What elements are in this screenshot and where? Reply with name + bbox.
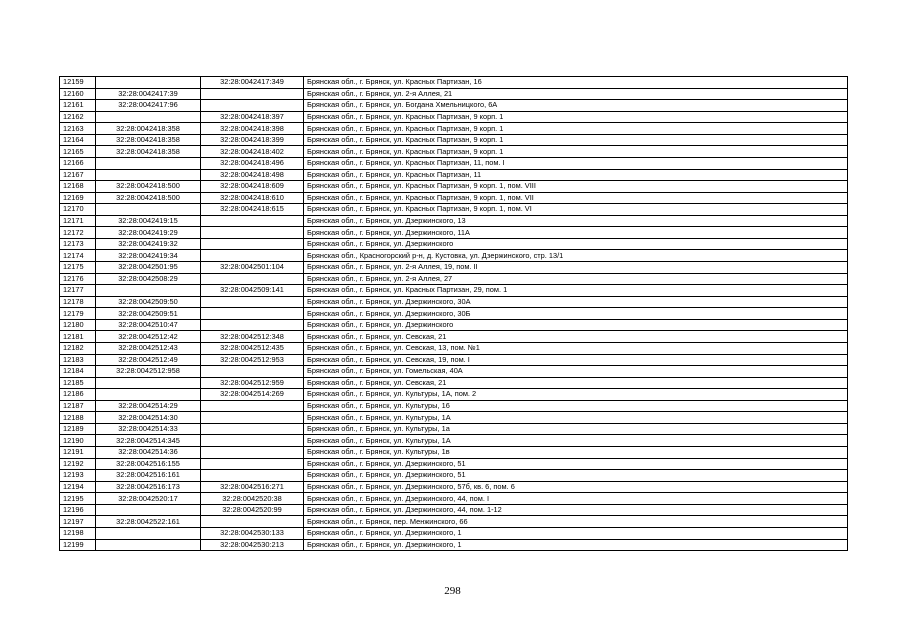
row-number-cell: 12184 [60,366,96,378]
object-cadastral-number-cell: 32:28:0042418:496 [201,157,304,169]
cadastral-number-cell: 32:28:0042418:358 [96,123,201,135]
row-number-cell: 12164 [60,134,96,146]
row-number-cell: 12185 [60,377,96,389]
row-number-cell: 12193 [60,470,96,482]
table-row [60,308,848,320]
cadastral-number-cell: 32:28:0042514:345 [96,435,201,447]
object-cadastral-number-cell [201,227,304,239]
row-number-cell: 12177 [60,285,96,297]
table-row [60,366,848,378]
row-number-cell: 12199 [60,539,96,551]
object-cadastral-number-cell [201,238,304,250]
object-cadastral-number-cell [201,366,304,378]
address-cell: Брянская обл., г. Брянск, ул. Красных Партизан, 9 корп. 1, пом. VII [304,192,848,204]
cadastral-number-cell: 32:28:0042509:50 [96,296,201,308]
table-row [60,111,848,123]
cadastral-number-cell: 32:28:0042419:34 [96,250,201,262]
cadastral-number-cell: 32:28:0042419:15 [96,215,201,227]
address-cell: Брянская обл., г. Брянск, ул. Гомельская, 40А [304,366,848,378]
row-number-cell: 12160 [60,88,96,100]
object-cadastral-number-cell [201,100,304,112]
cadastral-number-cell [96,204,201,216]
cadastral-number-cell [96,111,201,123]
object-cadastral-number-cell: 32:28:0042516:271 [201,481,304,493]
table-row [60,296,848,308]
registry-table [59,76,848,551]
cadastral-number-cell [96,157,201,169]
object-cadastral-number-cell: 32:28:0042530:213 [201,539,304,551]
address-cell: Брянская обл., г. Брянск, ул. Красных Партизан, 16 [304,77,848,89]
table-row [60,539,848,551]
cadastral-number-cell: 32:28:0042522:161 [96,516,201,528]
address-cell: Брянская обл., Красногорский р-н, д. Кустовка, ул. Дзержинского, стр. 13/1 [304,250,848,262]
table-row [60,342,848,354]
row-number-cell: 12194 [60,481,96,493]
address-cell: Брянская обл., г. Брянск, ул. Севская, 19, пом. I [304,354,848,366]
row-number-cell: 12182 [60,342,96,354]
row-number-cell: 12189 [60,423,96,435]
cadastral-number-cell: 32:28:0042501:95 [96,262,201,274]
cadastral-number-cell: 32:28:0042418:500 [96,192,201,204]
table-row [60,516,848,528]
row-number-cell: 12174 [60,250,96,262]
object-cadastral-number-cell: 32:28:0042418:398 [201,123,304,135]
address-cell: Брянская обл., г. Брянск, ул. Дзержинского, 44, пом. 1-12 [304,504,848,516]
address-cell: Брянская обл., г. Брянск, ул. Дзержинского, 1 [304,527,848,539]
cadastral-number-cell: 32:28:0042510:47 [96,319,201,331]
cadastral-number-cell [96,527,201,539]
table-row [60,493,848,505]
address-cell: Брянская обл., г. Брянск, ул. Дзержинского, 13 [304,215,848,227]
address-cell: Брянская обл., г. Брянск, ул. Красных Партизан, 29, пом. 1 [304,285,848,297]
address-cell: Брянская обл., г. Брянск, ул. Красных Партизан, 9 корп. 1 [304,111,848,123]
row-number-cell: 12198 [60,527,96,539]
cadastral-number-cell: 32:28:0042512:958 [96,366,201,378]
cadastral-number-cell: 32:28:0042509:51 [96,308,201,320]
address-cell: Брянская обл., г. Брянск, ул. Культуры, 1А, пом. 2 [304,389,848,401]
table-row [60,100,848,112]
object-cadastral-number-cell: 32:28:0042512:435 [201,342,304,354]
cadastral-number-cell: 32:28:0042418:358 [96,134,201,146]
cadastral-number-cell: 32:28:0042417:96 [96,100,201,112]
table-row [60,123,848,135]
address-cell: Брянская обл., г. Брянск, ул. Культуры, 1а [304,423,848,435]
row-number-cell: 12175 [60,262,96,274]
row-number-cell: 12169 [60,192,96,204]
cadastral-number-cell: 32:28:0042516:173 [96,481,201,493]
address-cell: Брянская обл., г. Брянск, ул. Красных Партизан, 9 корп. 1, пом. VIII [304,181,848,193]
object-cadastral-number-cell: 32:28:0042418:399 [201,134,304,146]
table-row [60,470,848,482]
address-cell: Брянская обл., г. Брянск, ул. Дзержинского, 44, пом. I [304,493,848,505]
table-row [60,169,848,181]
object-cadastral-number-cell: 32:28:0042509:141 [201,285,304,297]
cadastral-number-cell: 32:28:0042520:17 [96,493,201,505]
address-cell: Брянская обл., г. Брянск, ул. Красных Партизан, 11 [304,169,848,181]
row-number-cell: 12186 [60,389,96,401]
table-row [60,285,848,297]
table-row [60,250,848,262]
table-row [60,157,848,169]
object-cadastral-number-cell: 32:28:0042417:349 [201,77,304,89]
object-cadastral-number-cell: 32:28:0042418:609 [201,181,304,193]
address-cell: Брянская обл., г. Брянск, ул. Красных Партизан, 9 корп. 1 [304,123,848,135]
address-cell: Брянская обл., г. Брянск, ул. Красных Партизан, 11, пом. I [304,157,848,169]
object-cadastral-number-cell [201,412,304,424]
address-cell: Брянская обл., г. Брянск, ул. Севская, 21 [304,377,848,389]
table-row [60,377,848,389]
object-cadastral-number-cell [201,470,304,482]
row-number-cell: 12183 [60,354,96,366]
cadastral-number-cell: 32:28:0042512:42 [96,331,201,343]
address-cell: Брянская обл., г. Брянск, пер. Менжинского, 66 [304,516,848,528]
address-cell: Брянская обл., г. Брянск, ул. Дзержинского, 57б, кв. 6, пом. 6 [304,481,848,493]
table-row [60,389,848,401]
row-number-cell: 12172 [60,227,96,239]
object-cadastral-number-cell: 32:28:0042418:498 [201,169,304,181]
cadastral-number-cell: 32:28:0042514:36 [96,447,201,459]
address-cell: Брянская обл., г. Брянск, ул. 2-я Аллея, 27 [304,273,848,285]
address-cell: Брянская обл., г. Брянск, ул. Культуры, 1в [304,447,848,459]
registry-table-body [60,77,848,551]
object-cadastral-number-cell: 32:28:0042512:348 [201,331,304,343]
cadastral-number-cell [96,169,201,181]
address-cell: Брянская обл., г. Брянск, ул. Культуры, 1А [304,412,848,424]
table-row [60,354,848,366]
row-number-cell: 12181 [60,331,96,343]
cadastral-number-cell [96,539,201,551]
table-row [60,412,848,424]
table-row [60,331,848,343]
object-cadastral-number-cell [201,273,304,285]
row-number-cell: 12191 [60,447,96,459]
address-cell: Брянская обл., г. Брянск, ул. Дзержинского, 30Б [304,308,848,320]
object-cadastral-number-cell [201,250,304,262]
row-number-cell: 12192 [60,458,96,470]
address-cell: Брянская обл., г. Брянск, ул. 2-я Аллея, 19, пом. II [304,262,848,274]
object-cadastral-number-cell [201,435,304,447]
object-cadastral-number-cell [201,516,304,528]
table-row [60,215,848,227]
table-row [60,77,848,89]
object-cadastral-number-cell: 32:28:0042418:402 [201,146,304,158]
object-cadastral-number-cell: 32:28:0042418:610 [201,192,304,204]
table-row [60,423,848,435]
cadastral-number-cell: 32:28:0042508:29 [96,273,201,285]
object-cadastral-number-cell [201,215,304,227]
row-number-cell: 12166 [60,157,96,169]
object-cadastral-number-cell: 32:28:0042514:269 [201,389,304,401]
address-cell: Брянская обл., г. Брянск, ул. Красных Партизан, 9 корп. 1, пом. VI [304,204,848,216]
object-cadastral-number-cell [201,447,304,459]
row-number-cell: 12197 [60,516,96,528]
object-cadastral-number-cell [201,88,304,100]
table-row [60,527,848,539]
table-row [60,504,848,516]
row-number-cell: 12170 [60,204,96,216]
cadastral-number-cell [96,504,201,516]
address-cell: Брянская обл., г. Брянск, ул. Культуры, 1А [304,435,848,447]
object-cadastral-number-cell: 32:28:0042530:133 [201,527,304,539]
cadastral-number-cell [96,77,201,89]
page-number: 298 [444,585,461,597]
table-row [60,273,848,285]
table-row [60,238,848,250]
cadastral-number-cell: 32:28:0042516:161 [96,470,201,482]
address-cell: Брянская обл., г. Брянск, ул. Красных Партизан, 9 корп. 1 [304,134,848,146]
table-row [60,181,848,193]
row-number-cell: 12178 [60,296,96,308]
table-row [60,192,848,204]
row-number-cell: 12159 [60,77,96,89]
table-row [60,204,848,216]
table-row [60,227,848,239]
row-number-cell: 12173 [60,238,96,250]
row-number-cell: 12179 [60,308,96,320]
object-cadastral-number-cell: 32:28:0042501:104 [201,262,304,274]
cadastral-number-cell: 32:28:0042417:39 [96,88,201,100]
address-cell: Брянская обл., г. Брянск, ул. Дзержинского, 51 [304,458,848,470]
cadastral-number-cell: 32:28:0042514:33 [96,423,201,435]
object-cadastral-number-cell: 32:28:0042418:397 [201,111,304,123]
address-cell: Брянская обл., г. Брянск, ул. Дзержинского, 1 [304,539,848,551]
address-cell: Брянская обл., г. Брянск, ул. Дзержинского [304,238,848,250]
object-cadastral-number-cell [201,296,304,308]
table-row [60,435,848,447]
object-cadastral-number-cell: 32:28:0042512:953 [201,354,304,366]
cadastral-number-cell [96,285,201,297]
cadastral-number-cell: 32:28:0042418:500 [96,181,201,193]
cadastral-number-cell [96,389,201,401]
row-number-cell: 12187 [60,400,96,412]
cadastral-number-cell [96,377,201,389]
row-number-cell: 12180 [60,319,96,331]
object-cadastral-number-cell: 32:28:0042418:615 [201,204,304,216]
row-number-cell: 12167 [60,169,96,181]
table-row [60,400,848,412]
row-number-cell: 12161 [60,100,96,112]
object-cadastral-number-cell: 32:28:0042520:38 [201,493,304,505]
table-row [60,458,848,470]
row-number-cell: 12176 [60,273,96,285]
row-number-cell: 12195 [60,493,96,505]
row-number-cell: 12168 [60,181,96,193]
row-number-cell: 12162 [60,111,96,123]
address-cell: Брянская обл., г. Брянск, ул. Красных Партизан, 9 корп. 1 [304,146,848,158]
table-row [60,447,848,459]
address-cell: Брянская обл., г. Брянск, ул. Богдана Хмельницкого, 6А [304,100,848,112]
object-cadastral-number-cell: 32:28:0042512:959 [201,377,304,389]
table-row [60,481,848,493]
table-row [60,134,848,146]
address-cell: Брянская обл., г. Брянск, ул. Севская, 13, пом. №1 [304,342,848,354]
cadastral-number-cell: 32:28:0042512:49 [96,354,201,366]
table-row [60,146,848,158]
row-number-cell: 12165 [60,146,96,158]
table-row [60,262,848,274]
object-cadastral-number-cell [201,458,304,470]
table-row [60,319,848,331]
cadastral-number-cell: 32:28:0042418:358 [96,146,201,158]
address-cell: Брянская обл., г. Брянск, ул. Дзержинского, 51 [304,470,848,482]
row-number-cell: 12188 [60,412,96,424]
row-number-cell: 12163 [60,123,96,135]
address-cell: Брянская обл., г. Брянск, ул. Культуры, 16 [304,400,848,412]
cadastral-number-cell: 32:28:0042516:155 [96,458,201,470]
address-cell: Брянская обл., г. Брянск, ул. Севская, 21 [304,331,848,343]
cadastral-number-cell: 32:28:0042514:30 [96,412,201,424]
object-cadastral-number-cell [201,308,304,320]
row-number-cell: 12190 [60,435,96,447]
cadastral-number-cell: 32:28:0042419:32 [96,238,201,250]
cadastral-number-cell: 32:28:0042419:29 [96,227,201,239]
address-cell: Брянская обл., г. Брянск, ул. Дзержинского [304,319,848,331]
address-cell: Брянская обл., г. Брянск, ул. 2-я Аллея, 21 [304,88,848,100]
object-cadastral-number-cell [201,400,304,412]
table-row [60,88,848,100]
row-number-cell: 12196 [60,504,96,516]
cadastral-number-cell: 32:28:0042512:43 [96,342,201,354]
cadastral-number-cell: 32:28:0042514:29 [96,400,201,412]
row-number-cell: 12171 [60,215,96,227]
object-cadastral-number-cell [201,423,304,435]
object-cadastral-number-cell: 32:28:0042520:99 [201,504,304,516]
object-cadastral-number-cell [201,319,304,331]
address-cell: Брянская обл., г. Брянск, ул. Дзержинского, 30А [304,296,848,308]
address-cell: Брянская обл., г. Брянск, ул. Дзержинского, 11А [304,227,848,239]
